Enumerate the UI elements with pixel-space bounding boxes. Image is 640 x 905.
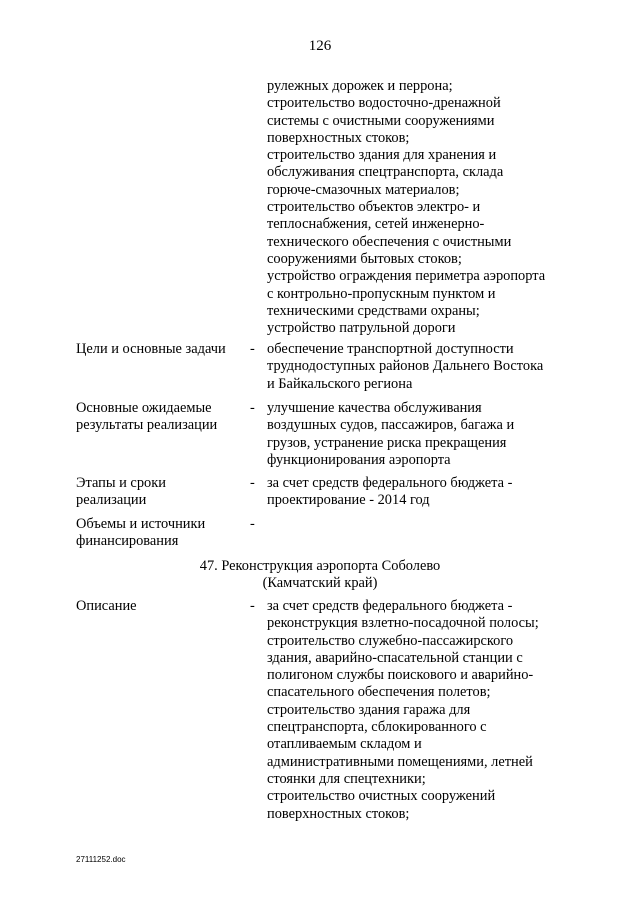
text-line: административными помещениями, летней [267, 753, 533, 770]
text-line: за счет средств федерального бюджета - [267, 475, 513, 491]
text-line: обеспечение транспортной доступности [267, 341, 514, 357]
text-line: строительство водосточно-дренажной [267, 95, 501, 112]
results-label [76, 400, 217, 435]
text-line: стоянки для спецтехники; [267, 770, 426, 787]
description-dash: - [250, 598, 255, 614]
text-line: горюче-смазочных материалов; [267, 181, 460, 198]
text-line: строительство здания гаража для [267, 701, 471, 718]
text-line: рулежных дорожек и перрона; [267, 78, 453, 94]
text-line: реконструкция взлетно-посадочной полосы; [267, 615, 539, 632]
text-line: поверхностных стоков; [267, 129, 410, 146]
goals-text [267, 341, 543, 393]
stages-dash: - [250, 475, 255, 491]
text-line: отапливаемым складом и [267, 736, 422, 753]
label-line: Описание [76, 598, 137, 614]
text-line: поверхностных стоков; [267, 805, 410, 822]
text-line: за счет средств федерального бюджета - [267, 598, 513, 614]
text-line: строительство здания для хранения и [267, 147, 497, 164]
description-text [267, 598, 539, 823]
text-line: обслуживания спецтранспорта, склада [267, 164, 504, 181]
text-line: системы с очистными сооружениями [267, 112, 495, 129]
continuation-text [267, 78, 545, 337]
text-line: труднодоступных районов Дальнего Востока [267, 358, 544, 375]
text-line: сооружениями бытовых стоков; [267, 250, 462, 267]
text-line: технического обеспечения с очистными [267, 233, 512, 250]
text-line: теплоснабжения, сетей инженерно- [267, 216, 485, 233]
page-number: 126 [308, 38, 332, 54]
stages-text [267, 475, 512, 510]
section-heading [0, 558, 640, 593]
results-dash: - [250, 400, 255, 416]
funding-label [76, 516, 205, 551]
text-line: проектирование - 2014 год [267, 492, 430, 509]
stages-label [76, 475, 166, 510]
description-label [76, 598, 137, 615]
text-line: устройство ограждения периметра аэропорта [267, 268, 546, 285]
text-line: воздушных судов, пассажиров, багажа и [267, 417, 515, 434]
text-line: с контрольно-пропускным пунктом и [267, 285, 496, 302]
text-line: строительство объектов электро- и [267, 199, 481, 216]
text-line: строительство служебно-пассажирского [267, 632, 514, 649]
text-line: улучшение качества обслуживания [267, 400, 482, 416]
label-line: Этапы и сроки [76, 475, 166, 491]
label-line: Цели и основные задачи [76, 341, 226, 357]
text-line: полигоном службы поискового и аварийно- [267, 667, 534, 684]
text-line: здания, аварийно-спасательной станции с [267, 649, 523, 666]
document-filename: 27111252.doc [76, 855, 126, 864]
text-line: грузов, устранение риска прекращения [267, 434, 507, 451]
label-line: реализации [76, 492, 147, 509]
label-line: финансирования [76, 533, 179, 550]
funding-dash: - [250, 516, 255, 532]
heading-line: 47. Реконструкция аэропорта Соболево [199, 558, 441, 574]
results-text [267, 400, 514, 469]
text-line: спецтранспорта, сблокированного с [267, 719, 487, 736]
label-line: результаты реализации [76, 417, 218, 434]
goals-dash: - [250, 341, 255, 357]
goals-label [76, 341, 226, 358]
text-line: и Байкальского региона [267, 375, 413, 392]
text-line: строительство очистных сооружений [267, 788, 496, 805]
text-line: функционирования аэропорта [267, 451, 451, 468]
text-line: устройство патрульной дороги [267, 320, 456, 337]
label-line: Объемы и источники [76, 516, 206, 532]
label-line: Основные ожидаемые [76, 400, 212, 416]
text-line: спасательного обеспечения полетов; [267, 684, 491, 701]
heading-line: (Камчатский край) [262, 575, 378, 592]
text-line: техническими средствами охраны; [267, 302, 480, 319]
